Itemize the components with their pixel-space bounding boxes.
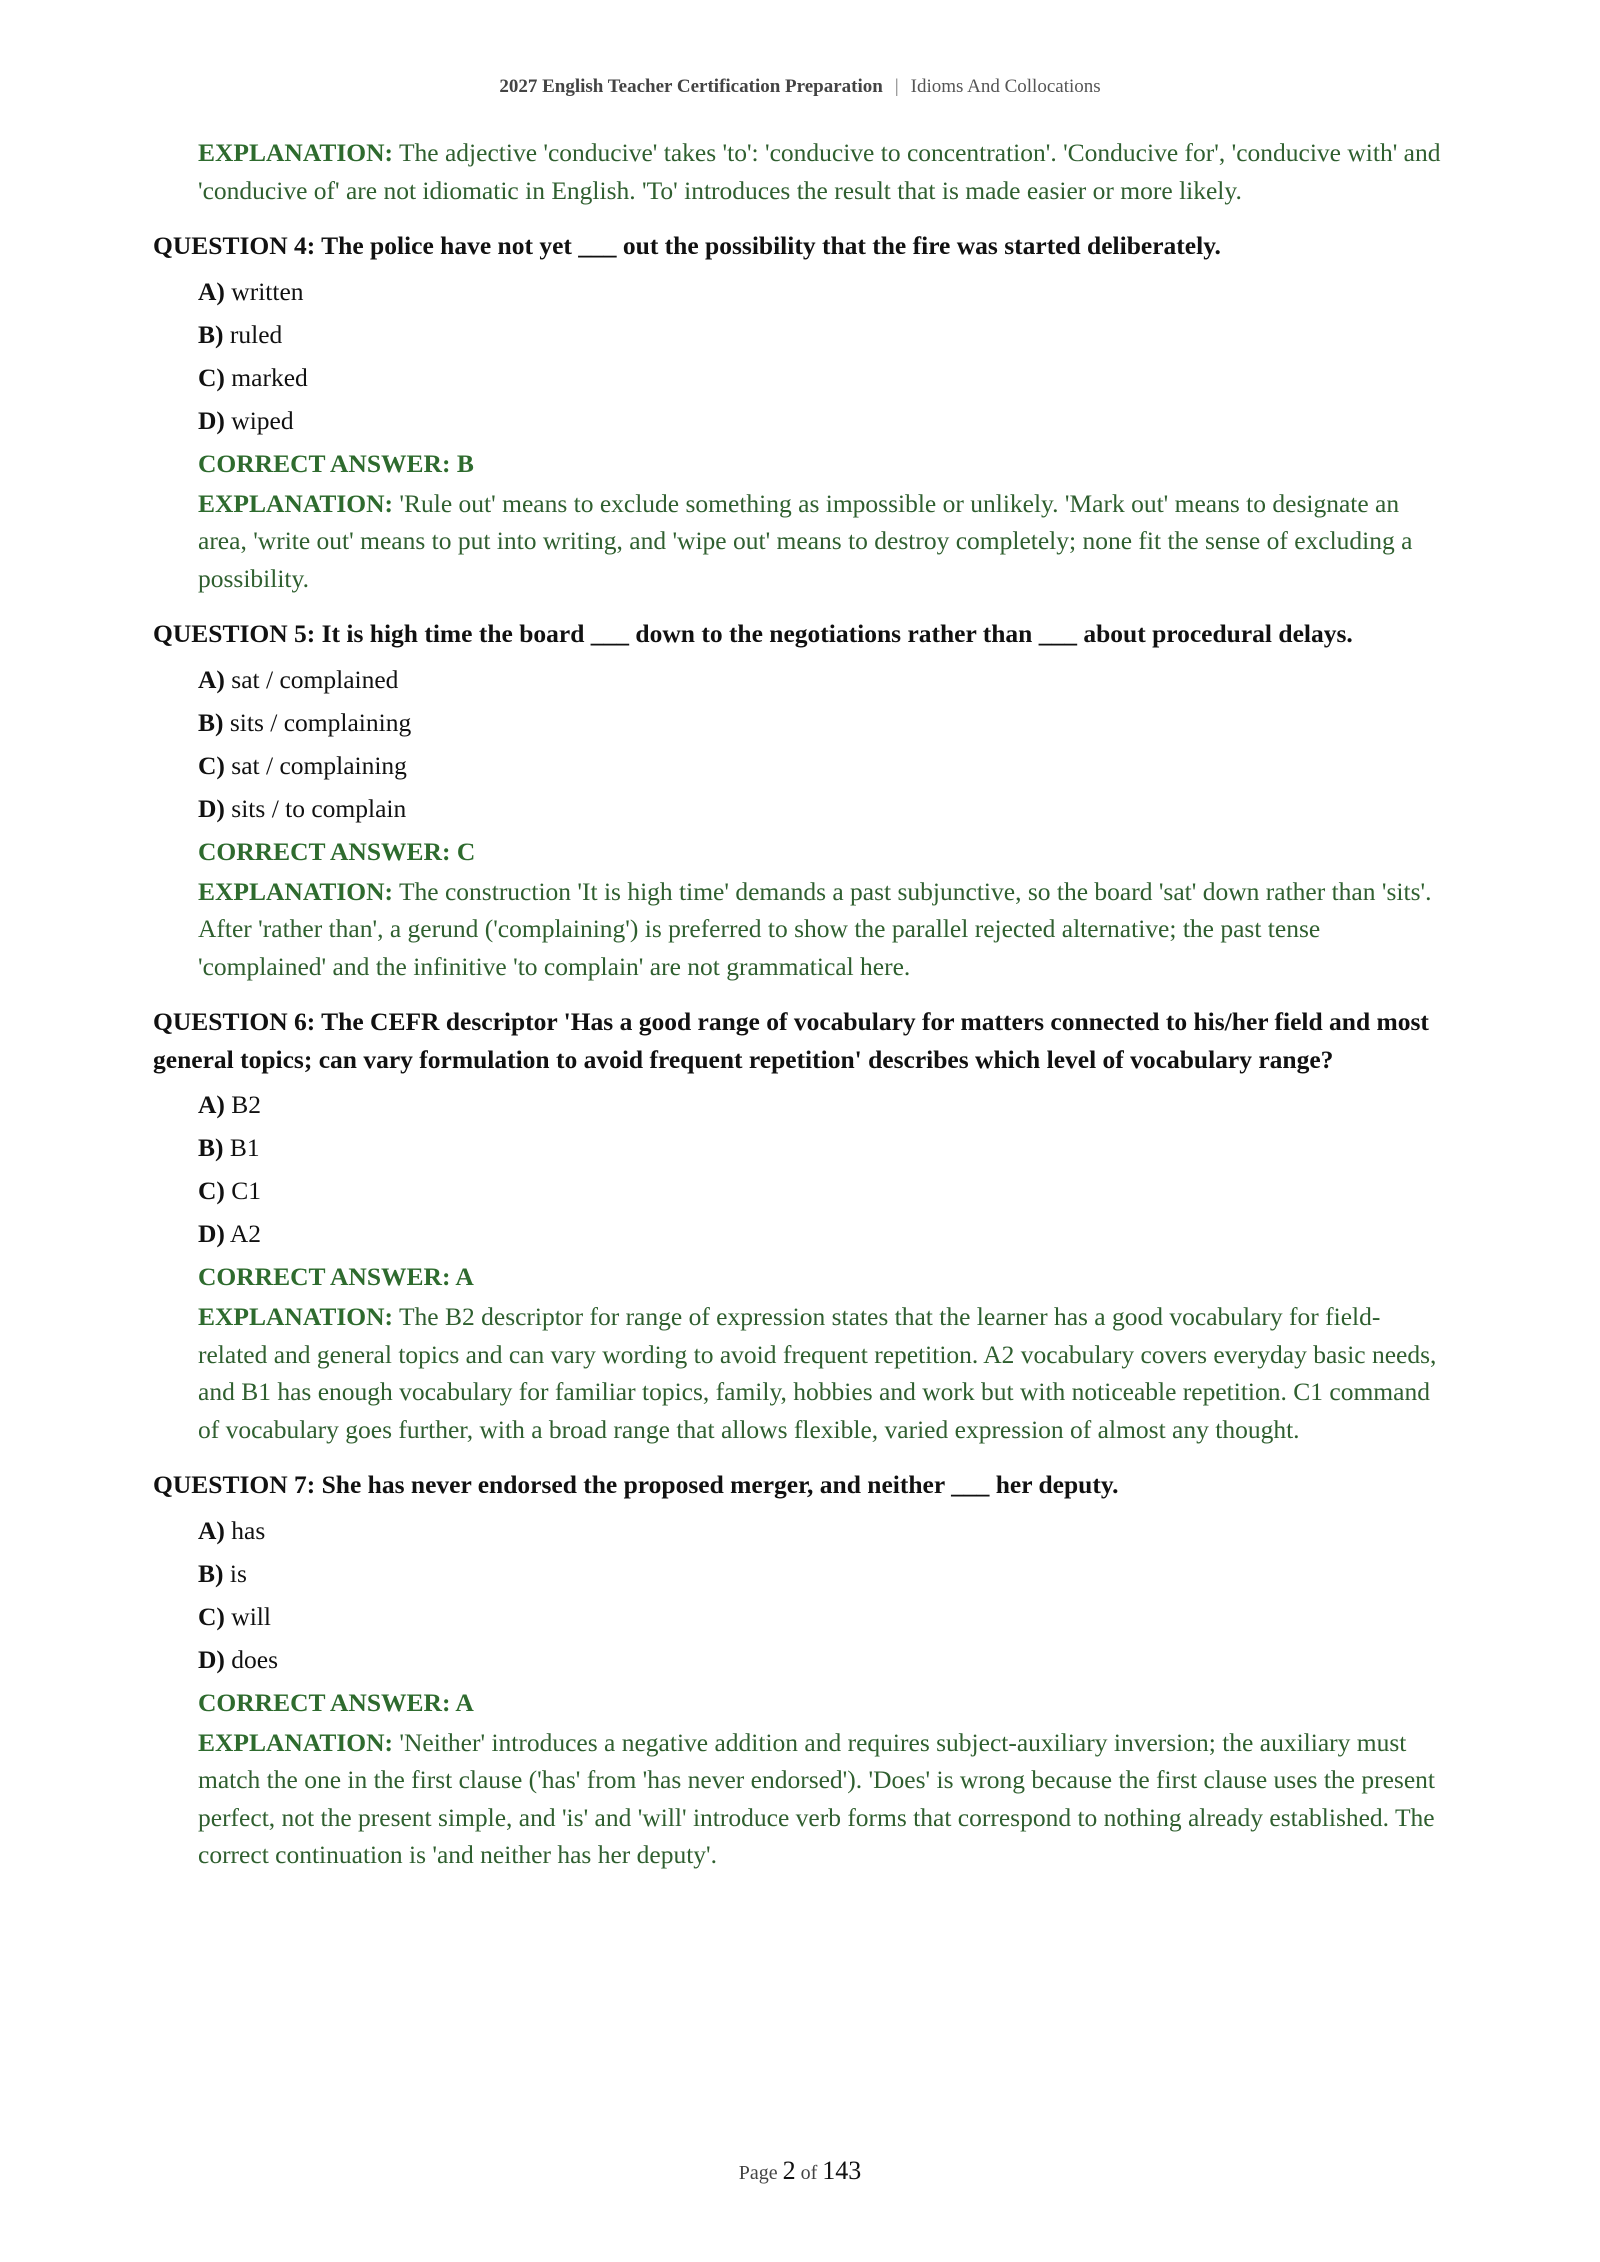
explanation-text: The adjective 'conducive' takes 'to': 'conducive to concentration'. 'Conducive for', 'conducive with' and 'conducive of' are not idiomatic in English. 'To' introduces the result that is made easier or more likely.	[198, 138, 1441, 205]
header-section: Idioms And Collocations	[910, 76, 1101, 97]
explanation-block	[198, 134, 1443, 209]
option-letter: D)	[198, 1644, 225, 1674]
correct-answer: CORRECT ANSWER: C	[198, 836, 476, 866]
option-letter: B)	[198, 1558, 224, 1588]
explanation-block	[198, 873, 1443, 986]
option-letter: A)	[198, 1515, 225, 1545]
question-block	[153, 227, 1443, 597]
option-list	[198, 1083, 1443, 1255]
explanation-label: EXPLANATION:	[198, 1302, 394, 1331]
correct-answer: CORRECT ANSWER: A	[198, 1687, 474, 1717]
option-item	[198, 1212, 1443, 1255]
option-letter: A)	[198, 276, 225, 306]
footer-total-pages: 143	[822, 2156, 862, 2185]
option-text: B1	[229, 1133, 260, 1162]
option-text: A2	[229, 1219, 262, 1248]
explanation-block	[198, 1298, 1443, 1448]
option-text: sat / complaining	[231, 750, 407, 780]
question-block	[153, 1003, 1443, 1448]
footer-page-word: Page	[738, 2162, 778, 2184]
option-item	[198, 1083, 1443, 1126]
option-text: wiped	[231, 405, 294, 435]
option-item	[198, 1126, 1443, 1169]
option-text: sat / complained	[231, 664, 399, 694]
option-text: is	[229, 1558, 247, 1588]
option-letter: C)	[198, 362, 225, 392]
option-letter: C)	[198, 1601, 225, 1631]
footer-of-word: of	[800, 2162, 818, 2184]
question-title: QUESTION 4: The police have not yet ___ out the possibility that the fire was started deliberately.	[153, 231, 1221, 260]
explanation-label: EXPLANATION:	[198, 138, 394, 167]
question-block	[153, 615, 1443, 985]
option-text: B2	[231, 1090, 262, 1119]
option-list	[198, 658, 1443, 830]
option-text: sits / complaining	[229, 707, 412, 737]
page-content	[153, 134, 1443, 1874]
question-title: QUESTION 5: It is high time the board ___ down to the negotiations rather than ___ about procedural delays.	[153, 619, 1353, 648]
option-item	[198, 701, 1443, 744]
explanation-block	[198, 485, 1443, 598]
option-letter: D)	[198, 405, 225, 435]
option-text: C1	[231, 1176, 262, 1205]
option-text: sits / to complain	[231, 793, 407, 823]
explanation-text: 'Rule out' means to exclude something as impossible or unlikely. 'Mark out' means to designate an area, 'write out' means to put into writing, and 'wipe out' means to destroy completely; none fit the sense of excluding a possibility.	[198, 488, 1413, 593]
option-letter: D)	[198, 1219, 225, 1248]
explanation-text: The construction 'It is high time' demands a past subjunctive, so the board 'sat' down rather than 'sits'. After 'rather than', a gerund ('complaining') is preferred to show the parallel rejected alternative; the past tense 'complained' and the infinitive 'to complain' are not grammatical here.	[198, 876, 1432, 981]
option-letter: C)	[198, 1176, 225, 1205]
explanation-text: 'Neither' introduces a negative addition and requires subject-auxiliary inversion; the auxiliary must match the one in the first clause ('has' from 'has never endorsed'). 'Does' is wrong because the first clause uses the present perfect, not the present simple, and 'is' and 'will' introduce verb forms that correspond to nothing already established. The correct continuation is 'and neither has her deputy'.	[198, 1727, 1435, 1869]
option-letter: A)	[198, 1090, 225, 1119]
explanation-block	[198, 1724, 1443, 1874]
option-letter: D)	[198, 793, 225, 823]
explanation-label: EXPLANATION:	[198, 488, 394, 518]
page-footer	[0, 2156, 1600, 2186]
option-letter: C)	[198, 750, 225, 780]
option-letter: A)	[198, 664, 225, 694]
correct-answer: CORRECT ANSWER: A	[198, 1262, 474, 1291]
option-text: will	[231, 1601, 271, 1631]
explanation-text: The B2 descriptor for range of expression states that the learner has a good vocabulary for field-related and general topics and can vary wording to avoid frequent repetition. A2 vocabulary covers everyday basic needs, and B1 has enough vocabulary for familiar topics, family, hobbies and work but with noticeable repetition. C1 command of vocabulary goes further, with a broad range that allows flexible, varied expression of almost any thought.	[198, 1302, 1437, 1444]
option-text: written	[231, 276, 304, 306]
option-item	[198, 1595, 1443, 1638]
option-letter: B)	[198, 319, 224, 349]
header-separator: |	[894, 76, 899, 97]
option-letter: B)	[198, 707, 224, 737]
explanation-label: EXPLANATION:	[198, 1727, 394, 1757]
option-item	[198, 787, 1443, 830]
option-letter: B)	[198, 1133, 224, 1162]
option-item	[198, 313, 1443, 356]
correct-answer: CORRECT ANSWER: B	[198, 448, 474, 478]
question-block	[153, 1466, 1443, 1874]
option-item	[198, 270, 1443, 313]
option-list	[198, 270, 1443, 442]
option-item	[198, 1552, 1443, 1595]
question-title: QUESTION 7: She has never endorsed the proposed merger, and neither ___ her deputy.	[153, 1470, 1119, 1499]
option-text: marked	[231, 362, 308, 392]
header-title: 2027 English Teacher Certification Preparation	[499, 76, 883, 97]
footer-page-number: 2	[782, 2156, 796, 2185]
option-list	[198, 1509, 1443, 1681]
option-item	[198, 744, 1443, 787]
option-item	[198, 658, 1443, 701]
option-text: has	[231, 1515, 266, 1545]
option-item	[198, 399, 1443, 442]
option-item	[198, 356, 1443, 399]
option-text: does	[231, 1644, 279, 1674]
option-text: ruled	[229, 319, 283, 349]
explanation-label: EXPLANATION:	[198, 876, 394, 906]
option-item	[198, 1638, 1443, 1681]
option-item	[198, 1169, 1443, 1212]
option-item	[198, 1509, 1443, 1552]
running-header	[0, 76, 1600, 98]
question-title: QUESTION 6: The CEFR descriptor 'Has a good range of vocabulary for matters connected to his/her field and most general topics; can vary formulation to avoid frequent repetition' describes which level of vocabulary range?	[153, 1007, 1429, 1074]
